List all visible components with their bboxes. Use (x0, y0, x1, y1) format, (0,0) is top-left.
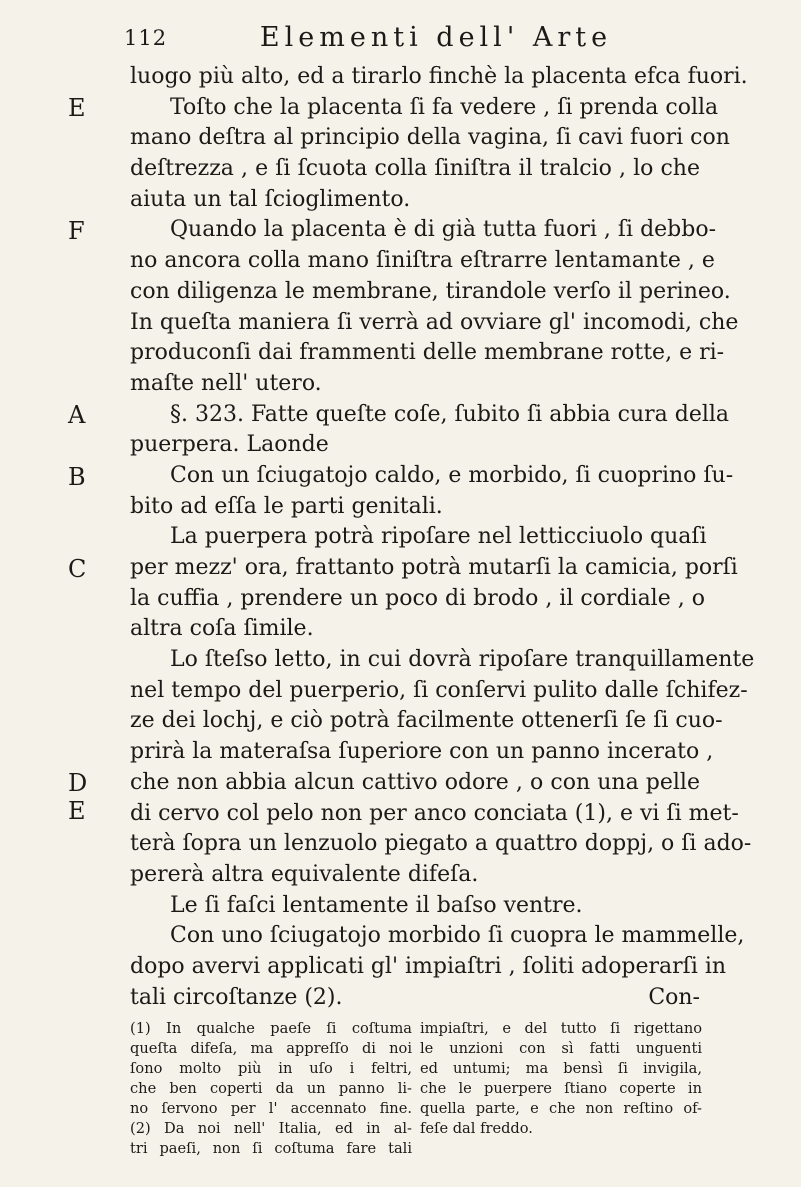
body-text (130, 62, 755, 1013)
text-line (130, 983, 700, 1014)
text-line: altra coſa ſimile. (130, 616, 314, 642)
footnote-line: queſta difeſa, ma appreſſo di noi (130, 1040, 412, 1057)
catchword: Con- (648, 984, 700, 1010)
margin-letter: E (68, 797, 86, 825)
footnote-line: (1) In qualche paeſe ſi coſtuma (130, 1020, 412, 1037)
text-line: dopo avervi applicati gl' impiaſtri , ſoliti adoperarſi in (130, 953, 727, 979)
text-line: Quando la placenta è di già tutta fuori , ſi debbo- (170, 217, 717, 243)
text-line: bito ad eſſa le parti genitali. (130, 493, 443, 519)
margin-letter: E (68, 94, 86, 122)
text-line: no ancora colla mano ſiniſtra eſtrarre lentamante , e (130, 248, 715, 274)
footnotes-right-column (420, 1019, 702, 1139)
footnote-line: le unzioni con sì fatti unguenti (420, 1040, 702, 1057)
footnote-line: ſono molto più in uſo i feltri, (130, 1060, 412, 1077)
margin-letter: A (68, 401, 86, 429)
text-line: ze dei lochj, e ciò potrà facilmente ottenerſi ſe ſi cuo- (130, 708, 723, 734)
text-line: Con un ſciugatojo caldo, e morbido, ſi cuoprino ſu- (170, 462, 734, 488)
text-line-end: tali circoſtanze (2). (130, 984, 343, 1010)
footnotes-left-column (130, 1019, 412, 1159)
footnote-line: che ben coperti da un panno li- (130, 1080, 412, 1097)
footnote-line: ed untumi; ma bensì ſi invigila, (420, 1060, 702, 1077)
text-line: con diligenza le membrane, tirandole verſo il perineo. (130, 278, 731, 304)
margin-letter: C (68, 555, 87, 583)
text-line: mano deſtra al principio della vagina, ſi cavi fuori con (130, 125, 730, 151)
text-line: Le ſi faſci lentamente il baſso ventre. (170, 892, 583, 918)
text-line: produconſi dai frammenti delle membrane rotte, e ri- (130, 340, 725, 366)
footnote-line: che le puerpere ſtiano coperte in (420, 1080, 702, 1097)
text-line: La puerpera potrà ripoſare nel letticciuolo quaſi (170, 524, 707, 550)
text-line: In queſta maniera ſi verrà ad ovviare gl' incomodi, che (130, 309, 739, 335)
margin-letter: B (68, 463, 86, 491)
text-line: §. 323. Fatte queſte coſe, ſubito ſi abbia cura della (170, 401, 730, 427)
text-line: luogo più alto, ed a tirarlo finchè la placenta efca fuori. (130, 64, 748, 89)
text-line: per mezz' ora, frattanto potrà mutarſi la camicia, porſi (130, 555, 738, 580)
footnote-line: (2) Da noi nell' Italia, ed in al- (130, 1120, 412, 1137)
footnote-line: feſe dal freddo. (420, 1120, 533, 1137)
text-line: maſte nell' utero. (130, 370, 322, 396)
footnote-line: no ſervono per l' accennato fine. (130, 1100, 412, 1117)
footnote-line: impiaſtri, e del tutto ſi rigettano (420, 1020, 702, 1037)
text-line: terà ſopra un lenzuolo piegato a quattro doppj, o ſi ado- (130, 831, 752, 857)
running-title: Elementi dell' Arte (259, 22, 613, 53)
footnote-line: tri paeſi, non ſi coſtuma fare tali (130, 1140, 412, 1157)
text-line: deſtrezza , e ſi ſcuota colla ſiniſtra il tralcio , lo che (130, 156, 700, 182)
text-line: prirà la materaſsa ſuperiore con un panno incerato , (130, 739, 714, 765)
text-line: nel tempo del puerperio, ſi conſervi pulito dalle ſchifez- (130, 677, 748, 703)
margin-letter: D (68, 769, 88, 797)
text-line: aiuta un tal ſcioglimento. (130, 186, 411, 212)
text-line: Toſto che la placenta ſi fa vedere , ſi prenda colla (170, 94, 719, 120)
page-number: 112 (124, 26, 168, 50)
text-line: di cervo col pelo non per anco conciata (1), e vi ſi met- (130, 800, 739, 826)
text-line: la cuffia , prendere un poco di brodo , il cordiale , o (130, 585, 705, 611)
text-line: Lo ſteſso letto, in cui dovrà ripoſare tranquillamente (170, 647, 755, 673)
text-line: Con uno ſciugatojo morbido ſi cuopra le mammelle, (170, 923, 745, 949)
text-line: pererà altra equivalente difeſa. (130, 861, 479, 887)
page-header (124, 22, 694, 62)
text-line: che non abbia alcun cattivo odore , o con una pelle (130, 769, 700, 795)
footnote-line: quella parte, e che non reſtino of- (420, 1100, 702, 1117)
text-line: puerpera. Laonde (130, 432, 329, 458)
margin-letter: F (68, 217, 85, 245)
